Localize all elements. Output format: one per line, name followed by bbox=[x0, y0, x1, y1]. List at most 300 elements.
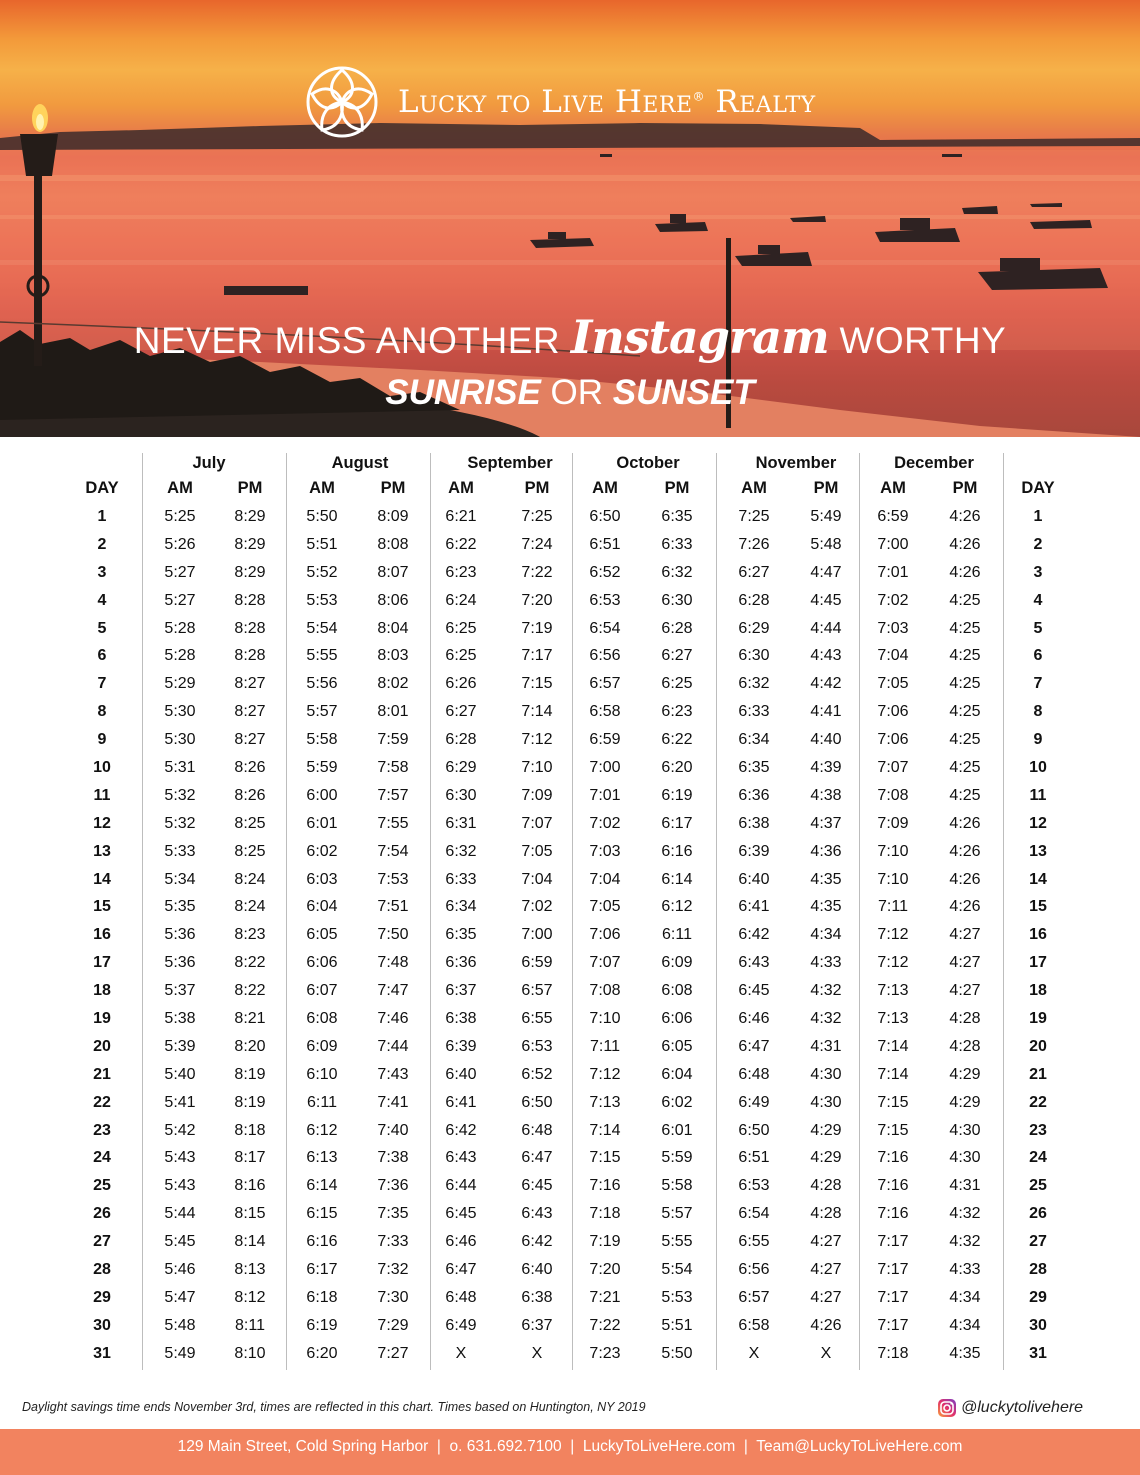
sunset-time: 4:44 bbox=[810, 619, 842, 637]
sunset-time: 6:09 bbox=[661, 954, 693, 972]
sunset-time: 8:24 bbox=[234, 898, 266, 916]
sunset-time: 7:19 bbox=[521, 619, 553, 637]
sunrise-time: 5:55 bbox=[306, 647, 338, 665]
sunrise-time: 6:45 bbox=[445, 1205, 477, 1223]
sunrise-time: 6:55 bbox=[738, 1233, 770, 1251]
sunrise-time: 7:17 bbox=[877, 1316, 909, 1334]
sunset-time: 8:16 bbox=[234, 1177, 266, 1195]
day-number: 19 bbox=[93, 1010, 111, 1028]
day-number: 30 bbox=[93, 1316, 111, 1334]
sunrise-time: 6:31 bbox=[445, 814, 477, 832]
sunrise-time: 7:01 bbox=[589, 786, 621, 804]
am-column-header: AM bbox=[448, 479, 474, 497]
sunrise-time: 5:32 bbox=[164, 786, 196, 804]
day-number: 18 bbox=[1029, 982, 1047, 1000]
sunrise-time: 6:47 bbox=[445, 1261, 477, 1279]
sunset-time: X bbox=[820, 1344, 832, 1362]
day-number: 22 bbox=[93, 1093, 111, 1111]
sunset-time: 4:26 bbox=[949, 842, 981, 860]
table-row bbox=[68, 726, 1072, 754]
sunrise-time: 5:36 bbox=[164, 954, 196, 972]
sunrise-time: 7:03 bbox=[589, 842, 621, 860]
sunrise-time: 5:34 bbox=[164, 870, 196, 888]
month-header: December bbox=[894, 454, 974, 472]
sunset-time: 4:27 bbox=[810, 1288, 842, 1306]
sunrise-time: 5:38 bbox=[164, 1010, 196, 1028]
sunrise-time: 7:05 bbox=[877, 675, 909, 693]
sunset-time: 4:34 bbox=[949, 1288, 981, 1306]
sunset-time: 7:25 bbox=[521, 508, 553, 525]
day-number: 24 bbox=[1029, 1149, 1047, 1167]
day-number: 12 bbox=[1029, 814, 1047, 832]
sunrise-time: 7:11 bbox=[878, 898, 908, 916]
table-row bbox=[68, 977, 1072, 1005]
sunrise-time: 6:11 bbox=[307, 1093, 337, 1111]
sunrise-time: 7:23 bbox=[589, 1344, 621, 1362]
sunset-time: 6:28 bbox=[661, 619, 693, 637]
sunrise-time: 7:10 bbox=[589, 1010, 621, 1028]
day-number: 3 bbox=[97, 563, 107, 581]
sunrise-time: 6:09 bbox=[306, 1037, 338, 1055]
sunrise-time: 6:57 bbox=[589, 675, 621, 693]
sunset-time: 8:14 bbox=[234, 1233, 266, 1251]
sunrise-time: 6:38 bbox=[445, 1010, 477, 1028]
sunset-time: 8:26 bbox=[234, 786, 266, 804]
sunrise-time: 6:43 bbox=[738, 954, 770, 972]
sunset-time: 7:36 bbox=[377, 1177, 409, 1195]
sunrise-time: 7:07 bbox=[877, 759, 909, 777]
sunset-time: 7:10 bbox=[521, 759, 553, 777]
sunrise-time: 7:26 bbox=[738, 535, 770, 553]
sunrise-time: 7:14 bbox=[877, 1037, 909, 1055]
sunrise-time: 6:50 bbox=[738, 1121, 770, 1139]
sunrise-time: 7:11 bbox=[590, 1037, 620, 1055]
table-row bbox=[68, 921, 1072, 949]
sunrise-time: 7:18 bbox=[589, 1205, 621, 1223]
sunset-time: 7:07 bbox=[521, 814, 553, 832]
month-header: August bbox=[331, 454, 389, 472]
sunset-time: 4:43 bbox=[810, 647, 842, 665]
sunrise-time: 6:29 bbox=[445, 759, 477, 777]
sunrise-time: 7:22 bbox=[589, 1316, 621, 1334]
day-number: 16 bbox=[1029, 926, 1047, 944]
day-number: 9 bbox=[97, 731, 107, 749]
sunset-time: 6:06 bbox=[661, 1010, 693, 1028]
day-number: 22 bbox=[1029, 1093, 1047, 1111]
day-number: 7 bbox=[97, 675, 107, 693]
sunset-time: 6:52 bbox=[521, 1065, 553, 1083]
day-column-header: DAY bbox=[85, 479, 119, 497]
sunset-time: 6:22 bbox=[661, 731, 693, 749]
sunrise-time: 6:39 bbox=[738, 842, 770, 860]
sunrise-time: 5:39 bbox=[164, 1037, 196, 1055]
day-number: 13 bbox=[1029, 842, 1047, 860]
sunrise-time: 5:26 bbox=[164, 535, 196, 553]
sunset-time: 4:25 bbox=[949, 786, 981, 804]
sunrise-time: 7:14 bbox=[877, 1065, 909, 1083]
day-number: 20 bbox=[93, 1037, 111, 1055]
sunrise-time: 6:10 bbox=[306, 1065, 338, 1083]
sunset-time: 7:15 bbox=[521, 675, 553, 693]
sunset-time: 4:39 bbox=[810, 759, 842, 777]
sunrise-time: 6:30 bbox=[738, 647, 770, 665]
sunset-time: 5:51 bbox=[661, 1316, 693, 1334]
sunset-time: 4:31 bbox=[810, 1037, 842, 1055]
sunset-time: 4:47 bbox=[810, 563, 842, 581]
sunset-time: 8:02 bbox=[377, 675, 409, 693]
sunrise-time: 5:28 bbox=[164, 647, 196, 665]
sunrise-time: 7:12 bbox=[877, 926, 909, 944]
sunset-time: 8:28 bbox=[234, 619, 266, 637]
month-header: July bbox=[192, 454, 226, 472]
sunset-time: 4:45 bbox=[810, 591, 842, 609]
sunrise-time: 7:10 bbox=[877, 842, 909, 860]
sunset-time: 8:24 bbox=[234, 870, 266, 888]
sunrise-time: 7:02 bbox=[589, 814, 621, 832]
day-number: 31 bbox=[93, 1344, 111, 1362]
sunrise-time: 6:20 bbox=[306, 1344, 338, 1362]
sunrise-time: 7:21 bbox=[589, 1288, 621, 1306]
sunrise-time: 6:49 bbox=[738, 1093, 770, 1111]
sunrise-time: 6:32 bbox=[445, 842, 477, 860]
sunrise-time: X bbox=[748, 1344, 760, 1362]
table-row bbox=[68, 698, 1072, 726]
sunset-time: 8:09 bbox=[377, 508, 409, 525]
sunrise-time: 7:13 bbox=[877, 1010, 909, 1028]
sunset-time: 5:57 bbox=[661, 1205, 693, 1223]
month-header: October bbox=[616, 454, 680, 472]
pm-column-header: PM bbox=[380, 479, 406, 497]
day-number: 16 bbox=[93, 926, 111, 944]
table-row bbox=[68, 838, 1072, 866]
sunset-time: 5:59 bbox=[661, 1149, 693, 1167]
table-row bbox=[68, 587, 1072, 615]
day-number: 23 bbox=[1029, 1121, 1047, 1139]
sunrise-time: 5:50 bbox=[306, 508, 338, 525]
day-number: 4 bbox=[1033, 591, 1043, 609]
sunrise-time: 6:38 bbox=[738, 814, 770, 832]
sunset-time: 5:54 bbox=[661, 1261, 693, 1279]
sunset-time: 4:28 bbox=[810, 1177, 842, 1195]
sunset-time: 6:32 bbox=[661, 563, 693, 581]
sunrise-time: 7:12 bbox=[589, 1065, 621, 1083]
sunset-time: 4:27 bbox=[949, 954, 981, 972]
sunrise-time: 6:48 bbox=[445, 1288, 477, 1306]
sunset-time: 8:11 bbox=[235, 1316, 265, 1334]
sunset-time: 6:11 bbox=[662, 926, 692, 944]
sunrise-time: 6:14 bbox=[306, 1177, 338, 1195]
month-header: September bbox=[467, 454, 553, 472]
instagram-handle[interactable]: @luckytolivehere bbox=[961, 1399, 1084, 1416]
sunset-time: 6:33 bbox=[661, 535, 693, 553]
sunset-time: 6:04 bbox=[661, 1065, 693, 1083]
day-number: 18 bbox=[93, 982, 111, 1000]
sunrise-time: 6:23 bbox=[445, 563, 477, 581]
sunset-time: 7:41 bbox=[377, 1093, 409, 1111]
table-row bbox=[68, 1256, 1072, 1284]
day-number: 28 bbox=[93, 1261, 111, 1279]
table-row bbox=[68, 1061, 1072, 1089]
table-row bbox=[68, 615, 1072, 643]
sunset-time: 6:47 bbox=[521, 1149, 553, 1167]
sunset-time: 8:26 bbox=[234, 759, 266, 777]
sunset-time: 5:58 bbox=[661, 1177, 693, 1195]
sunset-time: 4:27 bbox=[949, 926, 981, 944]
sunrise-time: 6:01 bbox=[306, 814, 338, 832]
sunset-time: 4:32 bbox=[949, 1233, 981, 1251]
month-header-row bbox=[68, 450, 1072, 476]
sunrise-time: 7:13 bbox=[877, 982, 909, 1000]
day-number: 6 bbox=[1033, 647, 1043, 665]
day-number: 5 bbox=[97, 619, 107, 637]
sunset-time: 6:53 bbox=[521, 1037, 553, 1055]
sunrise-time: 6:33 bbox=[738, 703, 770, 721]
sunset-time: 7:09 bbox=[521, 786, 553, 804]
sunset-time: 8:29 bbox=[234, 508, 266, 525]
sunrise-time: 6:06 bbox=[306, 954, 338, 972]
sunrise-time: 6:51 bbox=[738, 1149, 770, 1167]
sunset-time: 6:08 bbox=[661, 982, 693, 1000]
sunset-time: 7:50 bbox=[377, 926, 409, 944]
table-row bbox=[68, 503, 1072, 531]
sunrise-time: 7:06 bbox=[877, 703, 909, 721]
sunrise-time: 6:27 bbox=[445, 703, 477, 721]
sunrise-time: 5:54 bbox=[306, 619, 338, 637]
sunrise-time: 6:04 bbox=[306, 898, 338, 916]
sunset-time: 4:27 bbox=[810, 1261, 842, 1279]
sunset-time: 4:30 bbox=[810, 1093, 842, 1111]
sunrise-time: 6:56 bbox=[589, 647, 621, 665]
headline-part1: NEVER MISS ANOTHER bbox=[133, 320, 571, 361]
sunset-time: 8:25 bbox=[234, 814, 266, 832]
sunrise-time: 7:16 bbox=[877, 1205, 909, 1223]
sunset-time: 6:43 bbox=[521, 1205, 553, 1223]
sunset-time: 4:26 bbox=[949, 563, 981, 581]
sunset-time: 7:24 bbox=[521, 535, 553, 553]
sunset-time: 7:17 bbox=[521, 647, 553, 665]
sunrise-time: 6:26 bbox=[445, 675, 477, 693]
table-row bbox=[68, 1340, 1072, 1368]
pm-column-header: PM bbox=[524, 479, 550, 497]
sunset-time: 4:37 bbox=[810, 814, 842, 832]
sunset-time: 4:28 bbox=[949, 1010, 981, 1028]
sunset-time: 7:20 bbox=[521, 591, 553, 609]
sunrise-time: 6:57 bbox=[738, 1288, 770, 1306]
sunset-time: 8:06 bbox=[377, 591, 409, 609]
sunset-time: 6:23 bbox=[661, 703, 693, 721]
sunrise-time: 7:13 bbox=[589, 1093, 621, 1111]
table-row bbox=[68, 642, 1072, 670]
sunset-time: 6:27 bbox=[661, 647, 693, 665]
table-row bbox=[68, 949, 1072, 977]
table-row bbox=[68, 1089, 1072, 1117]
sunrise-time: 6:42 bbox=[445, 1121, 477, 1139]
sunrise-time: 6:56 bbox=[738, 1261, 770, 1279]
day-number: 26 bbox=[1029, 1205, 1047, 1223]
sunset-time: 8:19 bbox=[234, 1093, 266, 1111]
sunset-time: 4:29 bbox=[949, 1093, 981, 1111]
day-number: 9 bbox=[1033, 731, 1043, 749]
sunrise-time: 6:17 bbox=[306, 1261, 338, 1279]
brand-name bbox=[398, 84, 816, 120]
sunrise-time: 5:31 bbox=[164, 759, 196, 777]
sunrise-time: 6:05 bbox=[306, 926, 338, 944]
day-number: 25 bbox=[1029, 1177, 1047, 1195]
sunrise-time: 6:47 bbox=[738, 1037, 770, 1055]
sunrise-time: 6:34 bbox=[738, 731, 770, 749]
sunset-time: 4:25 bbox=[949, 731, 981, 749]
sunset-time: 6:30 bbox=[661, 591, 693, 609]
sunset-time: 8:12 bbox=[234, 1288, 266, 1306]
day-number: 14 bbox=[93, 870, 111, 888]
sunset-time: 4:35 bbox=[949, 1344, 981, 1362]
day-number: 4 bbox=[97, 591, 107, 609]
sunrise-time: 5:57 bbox=[306, 703, 338, 721]
subheadline bbox=[0, 373, 1140, 413]
sunrise-time: 5:43 bbox=[164, 1177, 196, 1195]
sunset-time: 4:26 bbox=[949, 508, 981, 525]
sunset-time: 8:25 bbox=[234, 842, 266, 860]
day-number: 24 bbox=[93, 1149, 111, 1167]
table-row bbox=[68, 754, 1072, 782]
sunset-time: 7:05 bbox=[521, 842, 553, 860]
sunrise-time: 5:27 bbox=[164, 591, 196, 609]
sunset-time: 4:33 bbox=[810, 954, 842, 972]
day-number: 11 bbox=[1029, 786, 1047, 804]
month-header: November bbox=[755, 454, 837, 472]
sunset-time: 7:59 bbox=[377, 731, 409, 749]
day-number: 20 bbox=[1029, 1037, 1047, 1055]
sunrise-time: 6:24 bbox=[445, 591, 477, 609]
day-number: 1 bbox=[1033, 508, 1043, 525]
sunrise-time: 7:06 bbox=[589, 926, 621, 944]
sunset-time: 8:07 bbox=[377, 563, 409, 581]
sunset-time: 7:53 bbox=[377, 870, 409, 888]
sunset-time: 8:01 bbox=[377, 703, 409, 721]
sunset-time: 4:26 bbox=[949, 898, 981, 916]
sunset-time: 4:31 bbox=[949, 1177, 981, 1195]
sunrise-time: 7:14 bbox=[589, 1121, 621, 1139]
sunrise-time: 6:54 bbox=[589, 619, 621, 637]
day-number: 17 bbox=[1029, 954, 1047, 972]
sunset-time: 4:30 bbox=[949, 1121, 981, 1139]
sunrise-time: 6:43 bbox=[445, 1149, 477, 1167]
flower-logo-icon bbox=[302, 62, 382, 142]
sunrise-time: 6:27 bbox=[738, 563, 770, 581]
sunset-time: 6:01 bbox=[661, 1121, 693, 1139]
table-row bbox=[68, 782, 1072, 810]
sunrise-time: 5:25 bbox=[164, 508, 196, 525]
sunrise-time: 6:25 bbox=[445, 619, 477, 637]
sunrise-time: 7:16 bbox=[877, 1177, 909, 1195]
sunset-time: 4:41 bbox=[810, 703, 842, 721]
table-row bbox=[68, 559, 1072, 587]
subheadline-sunset: SUNSET bbox=[612, 373, 755, 412]
sunrise-time: 7:16 bbox=[877, 1149, 909, 1167]
day-number: 7 bbox=[1033, 675, 1043, 693]
sunrise-time: 6:22 bbox=[445, 535, 477, 553]
sunset-time: 6:19 bbox=[661, 786, 693, 804]
sunset-time: 7:43 bbox=[377, 1065, 409, 1083]
sunset-time: 6:45 bbox=[521, 1177, 553, 1195]
sunset-time: X bbox=[531, 1344, 543, 1362]
day-number: 12 bbox=[93, 814, 111, 832]
sunset-time: 7:58 bbox=[377, 759, 409, 777]
sunset-time: 4:25 bbox=[949, 703, 981, 721]
sunset-time: 4:34 bbox=[810, 926, 842, 944]
sunset-time: 8:27 bbox=[234, 731, 266, 749]
am-column-header: AM bbox=[592, 479, 618, 497]
day-number: 30 bbox=[1029, 1316, 1047, 1334]
sunrise-time: 6:03 bbox=[306, 870, 338, 888]
sunrise-time: 7:08 bbox=[589, 982, 621, 1000]
sunrise-time: 6:41 bbox=[738, 898, 770, 916]
sunrise-time: 6:44 bbox=[445, 1177, 477, 1195]
sunrise-time: 7:10 bbox=[877, 870, 909, 888]
day-number: 3 bbox=[1033, 563, 1043, 581]
day-number: 27 bbox=[1029, 1233, 1047, 1251]
sunrise-time: 6:49 bbox=[445, 1316, 477, 1334]
footnote: Daylight savings time ends November 3rd, times are reflected in this chart. Times based on Huntington, NY 2019 bbox=[22, 1400, 646, 1414]
sunrise-time: 6:34 bbox=[445, 898, 477, 916]
sunset-time: 8:28 bbox=[234, 647, 266, 665]
sunrise-time: 5:56 bbox=[306, 675, 338, 693]
am-column-header: AM bbox=[167, 479, 193, 497]
sunrise-time: 6:59 bbox=[877, 508, 909, 525]
sunset-time: 8:18 bbox=[234, 1121, 266, 1139]
sunrise-time: 6:53 bbox=[738, 1177, 770, 1195]
subheadline-or: OR bbox=[540, 373, 613, 412]
sunrise-time: 6:53 bbox=[589, 591, 621, 609]
sunrise-time: 7:05 bbox=[589, 898, 621, 916]
sunrise-time: 7:16 bbox=[589, 1177, 621, 1195]
sunset-time: 8:20 bbox=[234, 1037, 266, 1055]
sunset-time: 6:05 bbox=[661, 1037, 693, 1055]
sunrise-time: 6:02 bbox=[306, 842, 338, 860]
sunset-time: 6:12 bbox=[661, 898, 693, 916]
sunrise-time: 6:32 bbox=[738, 675, 770, 693]
sunset-time: 8:22 bbox=[234, 954, 266, 972]
day-number: 10 bbox=[1029, 759, 1047, 777]
am-column-header: AM bbox=[309, 479, 335, 497]
sunrise-time: 5:42 bbox=[164, 1121, 196, 1139]
table-row bbox=[68, 1228, 1072, 1256]
brand-name-main: Lucky to Live Here bbox=[398, 84, 693, 120]
sunset-time: 6:35 bbox=[661, 508, 693, 525]
sunrise-time: 5:43 bbox=[164, 1149, 196, 1167]
table-row bbox=[68, 1284, 1072, 1312]
sunrise-time: 6:28 bbox=[738, 591, 770, 609]
sunset-time: 8:17 bbox=[234, 1149, 266, 1167]
sunrise-time: 5:59 bbox=[306, 759, 338, 777]
day-number: 8 bbox=[97, 703, 107, 721]
sunrise-time: 7:17 bbox=[877, 1261, 909, 1279]
sunrise-time: 7:06 bbox=[877, 731, 909, 749]
sunrise-time: 6:08 bbox=[306, 1010, 338, 1028]
sunrise-time: 7:00 bbox=[877, 535, 909, 553]
sunset-time: 4:42 bbox=[810, 675, 842, 693]
sunset-time: 8:27 bbox=[234, 675, 266, 693]
sunset-time: 6:20 bbox=[661, 759, 693, 777]
sunset-time: 8:03 bbox=[377, 647, 409, 665]
sunset-time: 8:10 bbox=[234, 1344, 266, 1362]
sunset-time: 7:12 bbox=[521, 731, 553, 749]
sunrise-time: 6:16 bbox=[306, 1233, 338, 1251]
sunset-time: 8:29 bbox=[234, 535, 266, 553]
sunset-time: 7:44 bbox=[377, 1037, 409, 1055]
sunset-time: 5:50 bbox=[661, 1344, 693, 1362]
day-number: 2 bbox=[1033, 535, 1043, 553]
